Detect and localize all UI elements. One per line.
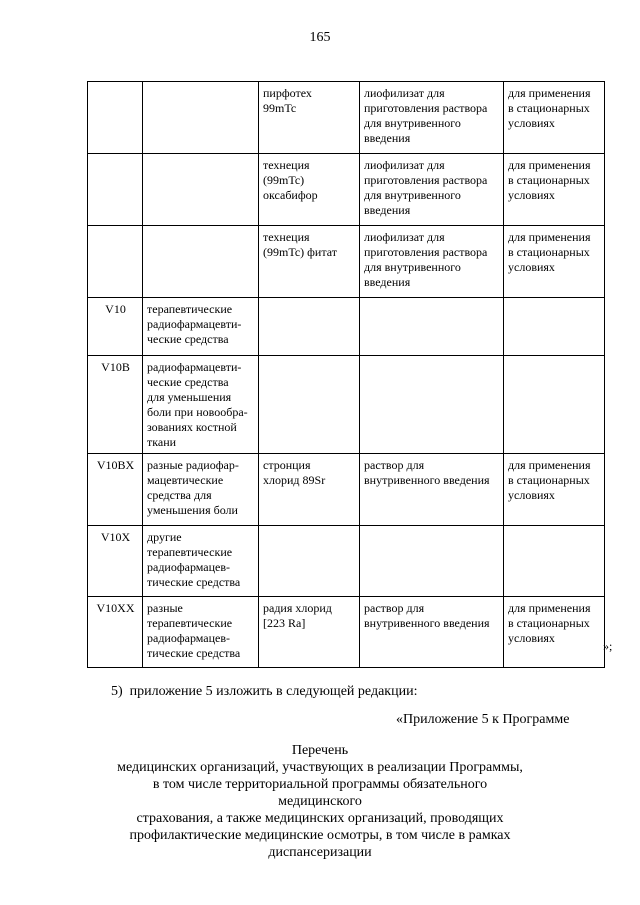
atc-group-cell: разные терапевтические радиофармацев- тические средства bbox=[143, 597, 259, 668]
atc-code-cell: V10X bbox=[88, 526, 143, 597]
table-row bbox=[88, 298, 605, 356]
drug-name-cell: стронция хлорид 89Sr bbox=[259, 454, 360, 526]
drug-name-cell: технеция (99mTc) оксабифор bbox=[259, 154, 360, 226]
atc-code-cell: V10BX bbox=[88, 454, 143, 526]
dosage-form-cell bbox=[360, 526, 504, 597]
amendment-item-5: 5) приложение 5 изложить в следующей редакции: bbox=[111, 684, 418, 699]
dosage-form-cell: лиофилизат для приготовления раствора для внутривенного введения bbox=[360, 82, 504, 154]
drug-table bbox=[87, 81, 605, 668]
usage-note-cell bbox=[504, 298, 605, 356]
dosage-form-cell bbox=[360, 298, 504, 356]
drug-name-cell: технеция (99mTc) фитат bbox=[259, 226, 360, 298]
atc-group-cell: разные радиофар- мацевтические средства для уменьшения боли bbox=[143, 454, 259, 526]
atc-code-cell: V10B bbox=[88, 356, 143, 454]
usage-note-cell: для применения в стационарных условиях bbox=[504, 226, 605, 298]
usage-note-cell: для применения в стационарных условиях bbox=[504, 597, 605, 668]
appendix-header: «Приложение 5 к Программе bbox=[396, 712, 570, 727]
table-row bbox=[88, 82, 605, 154]
usage-note-cell: для применения в стационарных условиях bbox=[504, 454, 605, 526]
table-row bbox=[88, 226, 605, 298]
page-number: 165 bbox=[309, 30, 331, 45]
atc-code-cell: V10 bbox=[88, 298, 143, 356]
list-title: Перечень медицинских организаций, участвующих в реализации Программы, в том числе территориальной программы обязательного медицинского страхования, а также медицинских организаций, проводящих профилактические медицинские осмотры, в том числе в рамках диспансеризации bbox=[117, 743, 523, 860]
drug-name-cell bbox=[259, 526, 360, 597]
usage-note-cell: для применения в стационарных условиях bbox=[504, 82, 605, 154]
dosage-form-cell: раствор для внутривенного введения bbox=[360, 597, 504, 668]
table-row bbox=[88, 526, 605, 597]
atc-group-cell bbox=[143, 226, 259, 298]
table-row bbox=[88, 454, 605, 526]
atc-code-cell bbox=[88, 154, 143, 226]
atc-group-cell: другие терапевтические радиофармацев- тические средства bbox=[143, 526, 259, 597]
drug-name-cell: пирфотех 99mTc bbox=[259, 82, 360, 154]
atc-code-cell bbox=[88, 82, 143, 154]
drug-name-cell: радия хлорид [223 Ra] bbox=[259, 597, 360, 668]
drug-name-cell bbox=[259, 298, 360, 356]
usage-note-cell bbox=[504, 356, 605, 454]
atc-group-cell bbox=[143, 82, 259, 154]
table-row bbox=[88, 154, 605, 226]
atc-group-cell bbox=[143, 154, 259, 226]
usage-note-cell bbox=[504, 526, 605, 597]
atc-group-cell: терапевтические радиофармацевти- ческие средства bbox=[143, 298, 259, 356]
dosage-form-cell: лиофилизат для приготовления раствора для внутривенного введения bbox=[360, 226, 504, 298]
atc-group-cell: радиофармацевти- ческие средства для уменьшения боли при новообра- зованиях костной ткани bbox=[143, 356, 259, 454]
atc-code-cell: V10XX bbox=[88, 597, 143, 668]
dosage-form-cell bbox=[360, 356, 504, 454]
atc-code-cell bbox=[88, 226, 143, 298]
usage-note-cell: для применения в стационарных условиях bbox=[504, 154, 605, 226]
closing-quote-mark: »; bbox=[603, 639, 613, 653]
dosage-form-cell: раствор для внутривенного введения bbox=[360, 454, 504, 526]
drug-name-cell bbox=[259, 356, 360, 454]
table-row bbox=[88, 597, 605, 668]
table-row bbox=[88, 356, 605, 454]
dosage-form-cell: лиофилизат для приготовления раствора для внутривенного введения bbox=[360, 154, 504, 226]
